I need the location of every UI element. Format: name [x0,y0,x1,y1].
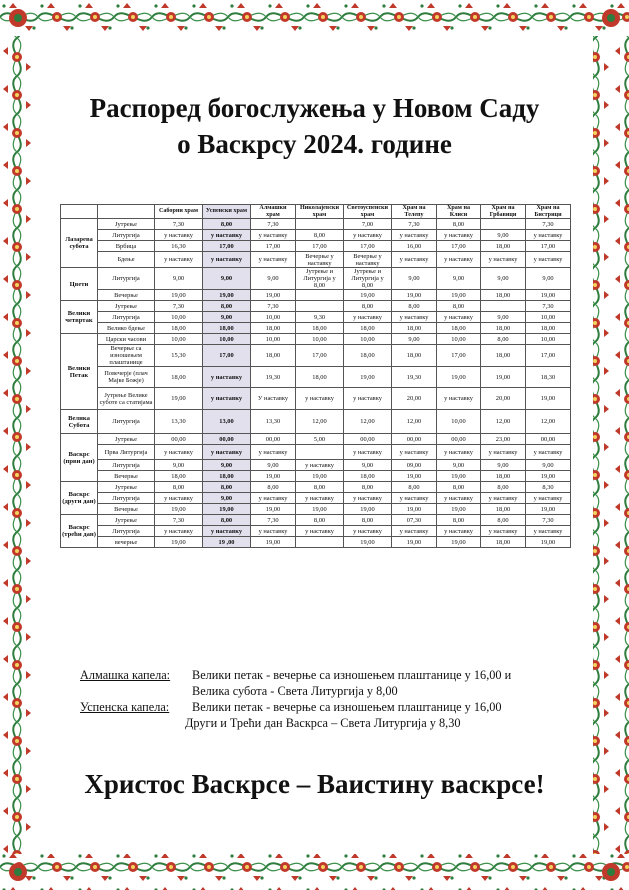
time-cell: у наставку [481,493,526,504]
time-cell: Јутрење и Литургија у 8,00 [344,268,392,290]
time-cell: 18,00 [437,323,481,334]
time-cell: 10,00 [203,334,251,345]
service-name: Велико бдење [98,323,155,334]
time-cell: Вечерње у наставку [344,252,392,268]
day-label: Велики Петак [61,334,98,410]
time-cell: у наставку [296,460,344,471]
time-cell: 8,00 [296,230,344,241]
time-cell [296,301,344,312]
time-cell: 10,00 [437,334,481,345]
service-name: Јутрење [98,482,155,493]
table-row [61,367,571,388]
time-cell: 00,00 [392,434,437,445]
uspenski-chapel-label: Успенска капела: [80,700,170,714]
time-cell [481,301,526,312]
time-cell: 00,00 [437,434,481,445]
time-cell: 12,00 [392,410,437,434]
time-cell: 19,00 [526,388,571,410]
schedule-table [60,204,571,548]
time-cell: 17,00 [296,345,344,367]
time-cell: у наставку [251,493,296,504]
service-name: Вечерње са изношењем плаштанице [98,345,155,367]
time-cell: 20,00 [392,388,437,410]
time-cell: 7,30 [526,219,571,230]
table-row [61,537,571,548]
time-cell: у наставку [155,493,203,504]
time-cell: 19,00 [296,471,344,482]
time-cell: 7,30 [526,301,571,312]
time-cell: у наставку [437,252,481,268]
time-cell: у наставку [526,445,571,460]
time-cell: 9,00 [344,460,392,471]
time-cell: 9,00 [392,334,437,345]
time-cell: у наставку [296,388,344,410]
day-label: Велики четвртак [61,301,98,334]
easter-greeting: Христос Васкрсе – Ваистину васкрсе! [84,769,545,799]
time-cell: 10,00 [251,312,296,323]
time-cell: 8,00 [251,482,296,493]
table-row [61,471,571,482]
time-cell: 17,00 [526,345,571,367]
time-cell: у наставку [296,493,344,504]
time-cell: у наставку [392,526,437,537]
time-cell: у наставку [437,230,481,241]
time-cell: у наставку [392,493,437,504]
time-cell: 8,00 [203,482,251,493]
time-cell: 19,00 [392,504,437,515]
table-row [61,290,571,301]
time-cell: 18,00 [203,323,251,334]
service-name: Прва Литургија [98,445,155,460]
header-cell: Храм на Грбавици [481,205,526,219]
time-cell: у наставку [392,445,437,460]
time-cell: 8,00 [344,515,392,526]
time-cell: 18,00 [481,537,526,548]
time-cell: 17,00 [344,241,392,252]
service-name: Бдење [98,252,155,268]
table-row [61,445,571,460]
time-cell: 19,00 [392,290,437,301]
time-cell: у наставку [155,252,203,268]
service-name: вечерње [98,537,155,548]
time-cell: 19,00 [251,504,296,515]
time-cell: 18,00 [155,323,203,334]
table-row [61,504,571,515]
page-title [40,90,589,162]
time-cell: 18,00 [481,471,526,482]
table-row [61,301,571,312]
time-cell: у наставку [155,230,203,241]
table-row [61,515,571,526]
time-cell: 10,00 [526,312,571,323]
time-cell: 9,00 [481,268,526,290]
time-cell: 00,00 [344,434,392,445]
time-cell: 00,00 [251,434,296,445]
time-cell: 9,00 [203,312,251,323]
time-cell: у наставку [251,526,296,537]
time-cell: 7,30 [251,301,296,312]
time-cell: 10,00 [526,334,571,345]
time-cell: 18,00 [481,504,526,515]
table-row [61,334,571,345]
time-cell: у наставку [203,388,251,410]
time-cell: 10,00 [155,312,203,323]
time-cell: 18,00 [526,323,571,334]
time-cell [481,219,526,230]
time-cell: 16,00 [392,241,437,252]
time-cell: 9,00 [251,460,296,471]
time-cell: у наставку [203,230,251,241]
service-name: Литургија [98,460,155,471]
time-cell: 19,00 [344,504,392,515]
time-cell: 00,00 [203,434,251,445]
table-row [61,252,571,268]
time-cell: у наставку [526,493,571,504]
time-cell: 7,30 [155,515,203,526]
day-label: Васкрс (трећи дан) [61,515,98,548]
time-cell: 19,00 [526,537,571,548]
time-cell: 9,00 [437,268,481,290]
time-cell: 18,00 [251,345,296,367]
time-cell: 9,00 [155,268,203,290]
service-name: Повечерје (плач Мајке Божје) [98,367,155,388]
almaski-chapel-label: Алмашка капела: [80,668,171,682]
time-cell: 8,00 [203,515,251,526]
header-cell: Храм на Телепу [392,205,437,219]
service-name: Литургија [98,268,155,290]
time-cell: у наставку [526,526,571,537]
time-cell: 18,00 [392,323,437,334]
time-cell: у наставку [344,526,392,537]
time-cell: 12,00 [296,410,344,434]
service-name: Вечерње [98,290,155,301]
time-cell: 17,00 [203,241,251,252]
service-name: Вечерње [98,471,155,482]
time-cell: 8,00 [481,515,526,526]
time-cell: 19 ,00 [203,537,251,548]
uspenski-note-1: Велики петак - вечерње са изношењем плаштанице у 16,00 [192,700,502,714]
uspenski-note-2: Други и Трећи дан Васкрса – Света Литургија у 8,30 [185,716,461,730]
time-cell: 19,00 [344,367,392,388]
time-cell: у наставку [392,312,437,323]
title-line-2: о Васкрсу 2024. године [177,129,452,159]
time-cell: у наставку [251,445,296,460]
time-cell: 19,00 [155,504,203,515]
time-cell: 19,00 [481,367,526,388]
time-cell: 19,00 [155,537,203,548]
time-cell: у наставку [481,526,526,537]
time-cell: у наставку [344,493,392,504]
time-cell: 9,00 [251,268,296,290]
time-cell: 7,30 [251,219,296,230]
time-cell: 8,00 [344,301,392,312]
time-cell: 19,00 [437,290,481,301]
time-cell: 10,00 [251,334,296,345]
day-label: Васкрс (први дан) [61,434,98,482]
time-cell: 10,00 [296,334,344,345]
time-cell: у наставку [344,445,392,460]
time-cell: 8,00 [481,482,526,493]
almaski-note-1: Велики петак - вечерње са изношењем плаштанице у 16,00 и [192,668,512,682]
time-cell: 18,00 [203,471,251,482]
service-name: Литургија [98,410,155,434]
header-cell: Николајевски храм [296,205,344,219]
table-row [61,219,571,230]
time-cell: 19,00 [526,471,571,482]
time-cell: 13,30 [251,410,296,434]
time-cell: у наставку [344,312,392,323]
time-cell: у наставку [392,252,437,268]
time-cell: у наставку [251,230,296,241]
time-cell: 17,00 [296,241,344,252]
time-cell: у наставку [344,230,392,241]
table-row [61,482,571,493]
time-cell: 9,00 [203,493,251,504]
time-cell: 9,00 [203,460,251,471]
time-cell: 8,00 [392,482,437,493]
time-cell: 7,30 [526,515,571,526]
time-cell: 19,00 [296,504,344,515]
time-cell: 7,30 [251,515,296,526]
time-cell: 8,00 [437,301,481,312]
time-cell: 19,00 [526,504,571,515]
time-cell: 18,00 [155,367,203,388]
time-cell: 9,00 [392,268,437,290]
time-cell: 12,00 [344,410,392,434]
time-cell: 19,00 [155,388,203,410]
time-cell: У наставку [251,388,296,410]
time-cell: 18,00 [344,323,392,334]
header-cell [61,205,98,219]
time-cell: у наставку [155,526,203,537]
time-cell [296,290,344,301]
service-name: Литургија [98,230,155,241]
service-name: Царски часови [98,334,155,345]
service-name: Јутрење Велике суботе са статијама [98,388,155,410]
time-cell: 18,00 [344,345,392,367]
time-cell: 19,00 [437,504,481,515]
time-cell: у наставку [203,526,251,537]
time-cell: у наставку [437,526,481,537]
time-cell: 19,00 [251,537,296,548]
time-cell: 17,00 [251,241,296,252]
time-cell: у наставку [526,230,571,241]
time-cell: 18,30 [526,367,571,388]
time-cell: 18,00 [296,367,344,388]
table-row [61,460,571,471]
time-cell: 9,00 [155,460,203,471]
time-cell: 8,00 [437,482,481,493]
time-cell: у наставку [437,445,481,460]
service-name: Литургија [98,312,155,323]
time-cell: у наставку [203,252,251,268]
table-row [61,493,571,504]
table-row [61,410,571,434]
service-name: Јутрење [98,301,155,312]
time-cell: 19,00 [251,471,296,482]
time-cell: у наставку [203,445,251,460]
day-label: Васкрс (други дан) [61,482,98,515]
time-cell: у наставку [437,388,481,410]
time-cell: 8,30 [526,482,571,493]
time-cell: 10,00 [437,410,481,434]
table-row [61,388,571,410]
header-cell: Саборни храм [155,205,203,219]
time-cell [296,537,344,548]
time-cell: 8,00 [203,301,251,312]
header-cell: Алмашки храм [251,205,296,219]
header-row [61,205,571,219]
time-cell: 5,00 [296,434,344,445]
service-name: Литургија [98,526,155,537]
time-cell: 13,30 [155,410,203,434]
time-cell: 8,00 [481,334,526,345]
time-cell: у наставку [251,252,296,268]
service-name: Јутрење [98,515,155,526]
time-cell: 19,00 [251,290,296,301]
time-cell: 9,00 [481,460,526,471]
time-cell: 19,00 [392,471,437,482]
time-cell: 07,30 [392,515,437,526]
table-row [61,241,571,252]
time-cell: 17,00 [437,241,481,252]
header-cell: Храм на Бистрици [526,205,571,219]
table-row [61,230,571,241]
time-cell: 19,00 [437,471,481,482]
time-cell: 9,30 [296,312,344,323]
header-cell: Светоуспенски храм [344,205,392,219]
time-cell: у наставку [481,445,526,460]
time-cell: 9,00 [526,268,571,290]
time-cell: 19,00 [437,367,481,388]
service-name: Вечерње [98,504,155,515]
time-cell: 7,30 [392,219,437,230]
time-cell: 00,00 [155,434,203,445]
time-cell: 20,00 [481,388,526,410]
header-cell [98,205,155,219]
time-cell: 19,00 [203,290,251,301]
time-cell: у наставку [437,312,481,323]
day-label: Велика Субота [61,410,98,434]
time-cell: 19,00 [203,504,251,515]
time-cell: 8,00 [344,482,392,493]
service-name: Врбица [98,241,155,252]
time-cell: 16,30 [155,241,203,252]
time-cell: 8,00 [203,219,251,230]
time-cell: 19,00 [392,537,437,548]
time-cell: 00,00 [526,434,571,445]
time-cell: 12,00 [481,410,526,434]
time-cell: 18,00 [481,345,526,367]
notes-section [80,667,580,731]
table-row [61,526,571,537]
header-cell: Успенски храм [203,205,251,219]
time-cell: 17,00 [526,241,571,252]
almaski-note-2: Велика субота - Света Литургија у 8,00 [192,684,398,698]
time-cell: 7,00 [344,219,392,230]
day-label: Цвети [61,268,98,301]
time-cell: 8,00 [296,482,344,493]
time-cell: 18,00 [251,323,296,334]
service-name: Јутрење [98,434,155,445]
time-cell: у наставку [526,252,571,268]
time-cell: 18,00 [481,323,526,334]
time-cell: 9,00 [437,460,481,471]
time-cell: 7,30 [155,219,203,230]
time-cell [296,445,344,460]
time-cell [296,219,344,230]
time-cell: у наставку [296,526,344,537]
time-cell: 19,00 [437,537,481,548]
time-cell: Вечерње у наставку [296,252,344,268]
table-row [61,323,571,334]
table-row [61,434,571,445]
time-cell: 18,00 [481,290,526,301]
title-line-1: Распоред богослужења у Новом Саду [89,93,540,123]
table-row [61,345,571,367]
service-name: Јутрење [98,219,155,230]
time-cell: 13,00 [203,410,251,434]
time-cell: у наставку [344,388,392,410]
time-cell: 8,00 [437,219,481,230]
time-cell: 18,00 [155,471,203,482]
time-cell: Јутрење и Литургија у 8,00 [296,268,344,290]
time-cell: 7,30 [155,301,203,312]
time-cell: 9,00 [526,460,571,471]
header-cell: Храм на Клиси [437,205,481,219]
time-cell: 19,00 [344,537,392,548]
time-cell: 8,00 [392,301,437,312]
time-cell: 19,00 [344,290,392,301]
time-cell: 17,00 [437,345,481,367]
time-cell: 09,00 [392,460,437,471]
time-cell: 9,00 [203,268,251,290]
time-cell: 17,00 [203,345,251,367]
time-cell: 18,00 [296,323,344,334]
table-row [61,312,571,323]
time-cell: 15,30 [155,345,203,367]
time-cell: 10,00 [155,334,203,345]
time-cell: 8,00 [296,515,344,526]
time-cell: 18,00 [344,471,392,482]
time-cell: у наставку [392,230,437,241]
day-label: Лазарева субота [61,219,98,268]
service-name: Литургија [98,493,155,504]
time-cell: 18,00 [392,345,437,367]
time-cell: у наставку [203,367,251,388]
time-cell: у наставку [481,252,526,268]
time-cell: у наставку [155,445,203,460]
time-cell: 19,30 [251,367,296,388]
time-cell: у наставку [437,493,481,504]
time-cell: 19,00 [526,290,571,301]
time-cell: 12,00 [526,410,571,434]
table-row [61,268,571,290]
time-cell: 23,00 [481,434,526,445]
time-cell: 9,00 [481,230,526,241]
time-cell: 8,00 [155,482,203,493]
time-cell: 9,00 [481,312,526,323]
time-cell: 10,00 [344,334,392,345]
time-cell: 18,00 [481,241,526,252]
time-cell: 8,00 [437,515,481,526]
time-cell: 19,30 [392,367,437,388]
time-cell: 19,00 [155,290,203,301]
